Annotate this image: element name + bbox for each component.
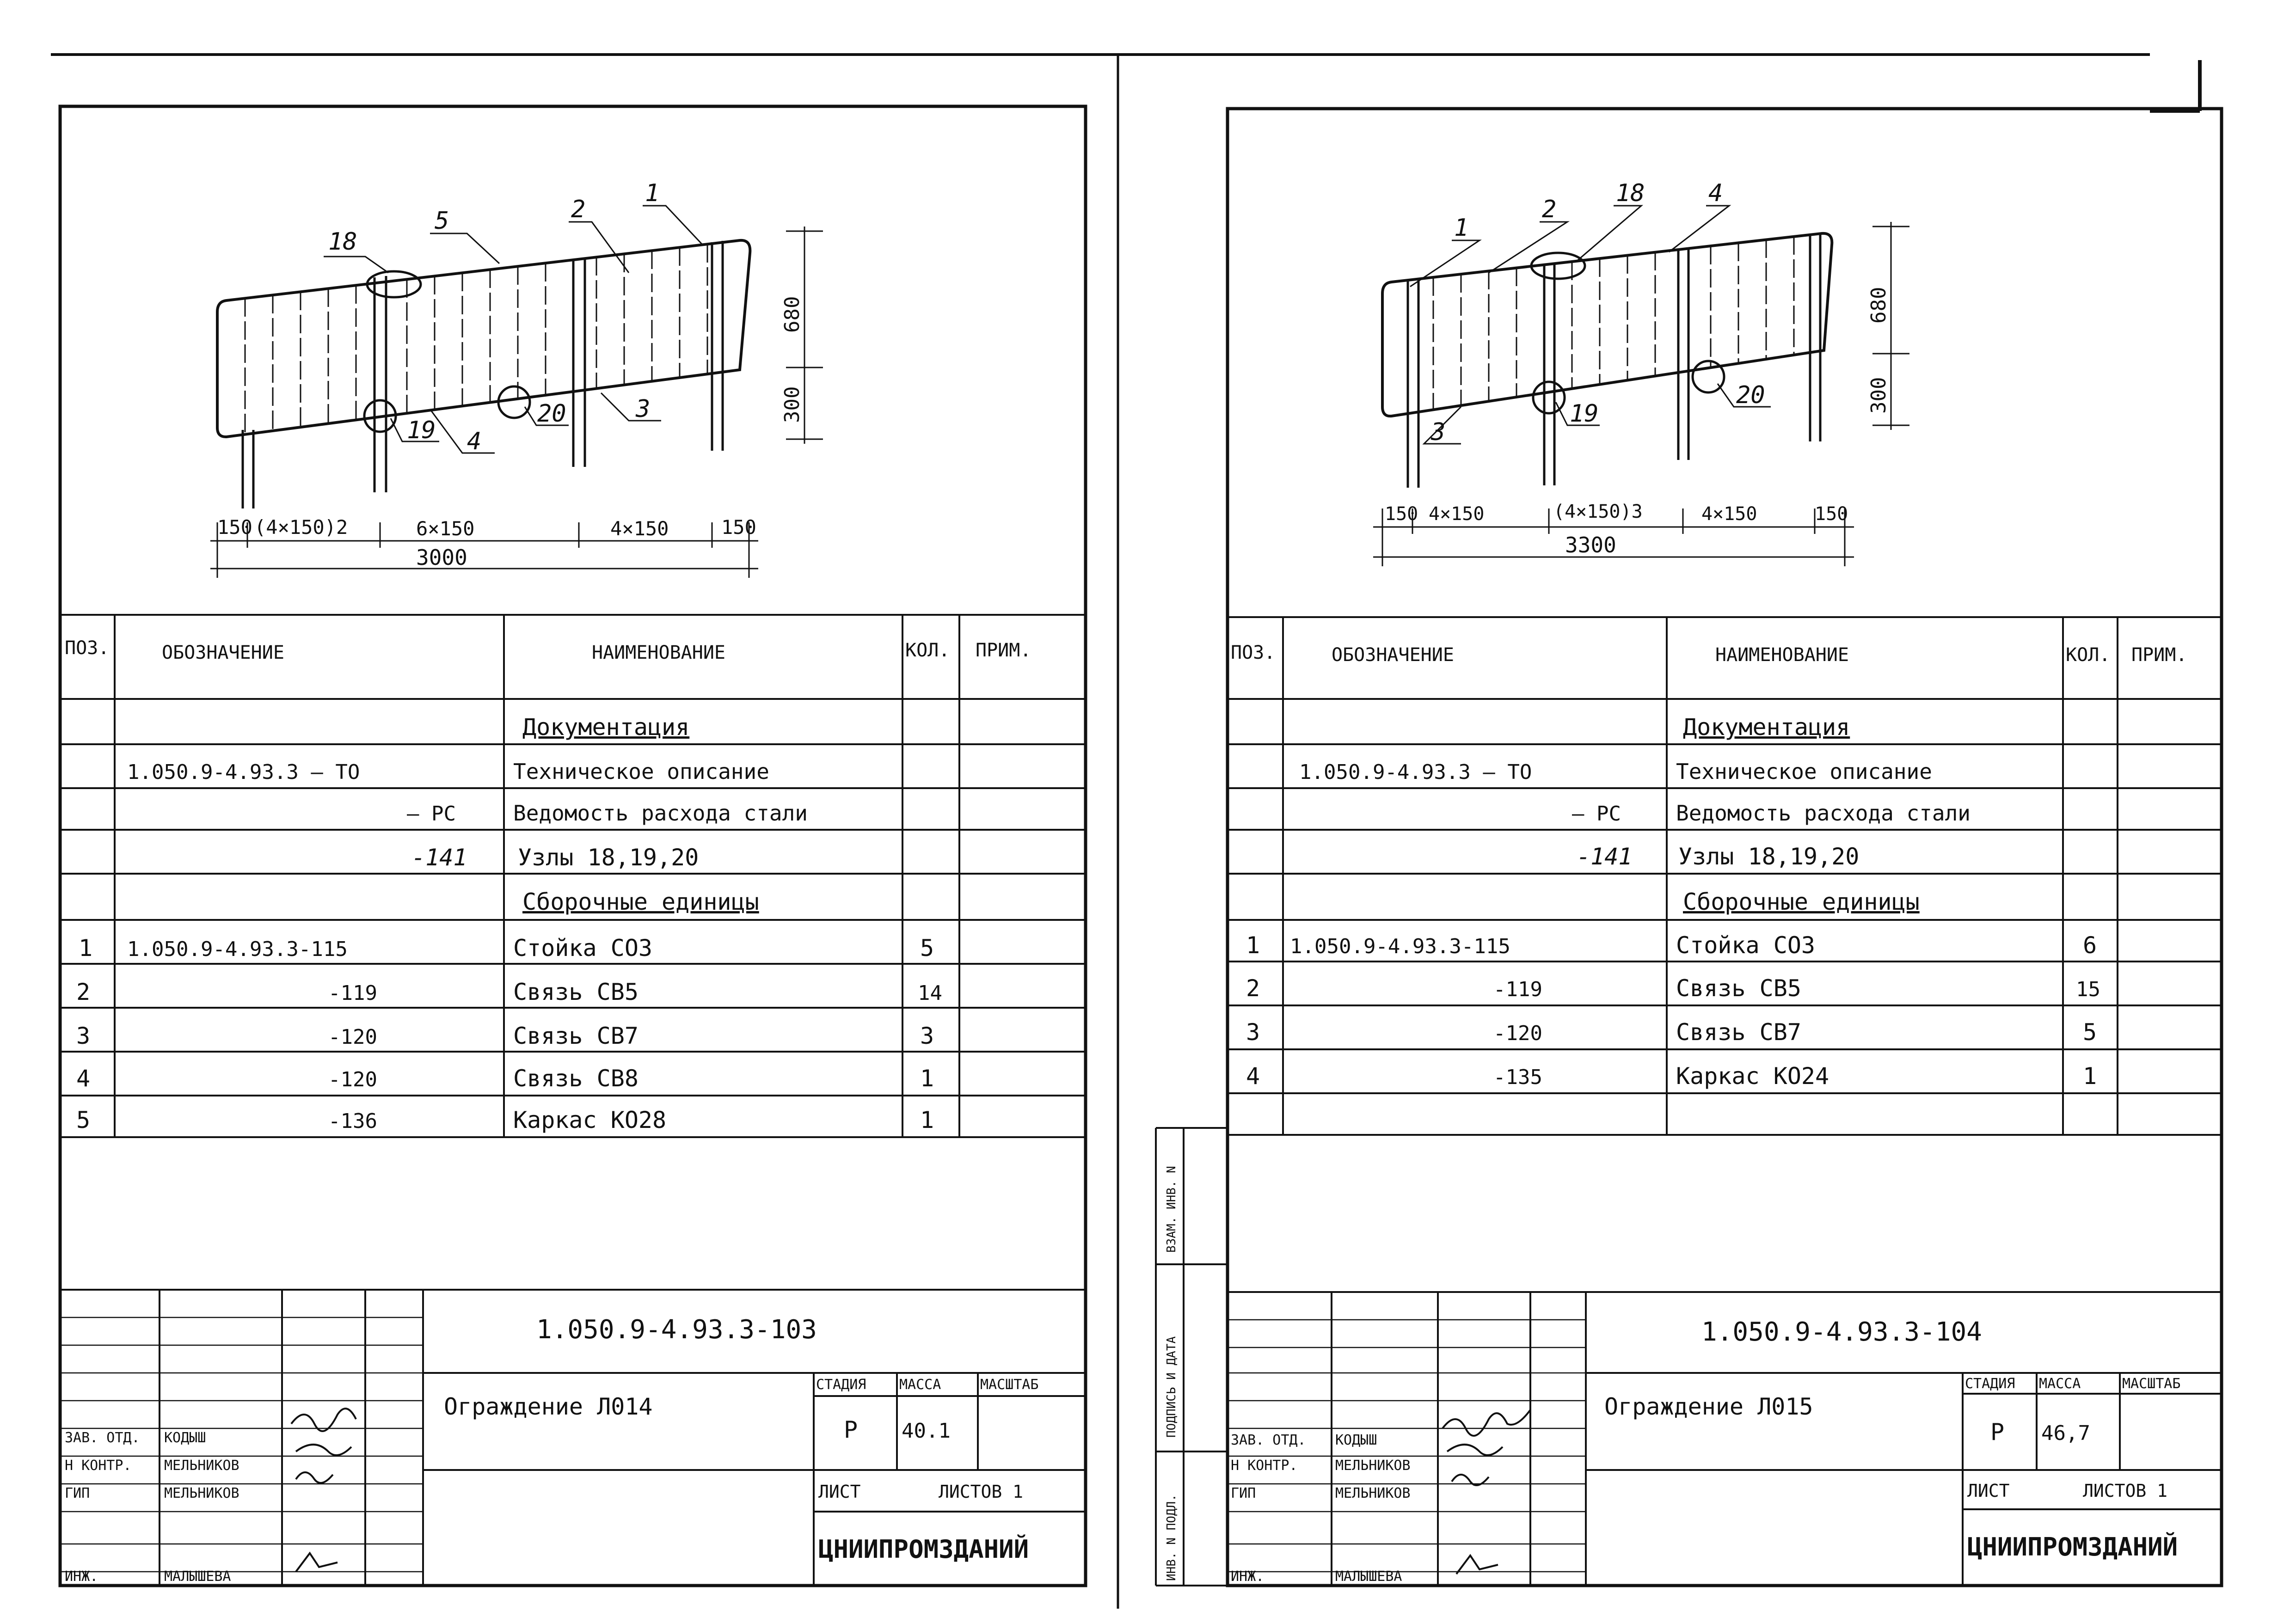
callout-18: 18 [328,228,357,256]
role-head: ЗАВ. ОТД. [65,1430,140,1446]
table-row-code: -136 [328,1109,377,1133]
scale-header: МАСШТАБ [2122,1376,2181,1392]
table-row-pos: 5 [76,1107,91,1133]
table-row-name: Ведомость расхода стали [1676,801,1971,826]
callout-18: 18 [1616,179,1645,207]
name-1: КОДЫШ [1335,1432,1377,1448]
stage-header: СТАДИЯ [1965,1376,2015,1392]
sheet-right [1156,109,2222,1586]
callout-4: 4 [467,428,482,455]
dim-seg-2: (4×150)3 [1553,501,1643,522]
name-1: КОДЫШ [164,1430,206,1446]
header-name: НАИМЕНОВАНИЕ [1715,644,1849,666]
callout-20: 20 [537,400,566,428]
dim-height-lower: 300 [780,386,804,423]
dim-seg-2: 6×150 [416,517,475,540]
name-3: МЕЛЬНИКОВ [164,1485,239,1501]
mass-header: МАССА [899,1377,941,1393]
dim-total: 3000 [416,545,467,570]
table-row-name: Стойка СО3 [513,935,653,962]
role-eng: ИНЖ. [65,1568,98,1585]
callout-2: 2 [1542,196,1557,223]
dim-first: 150 [1385,503,1418,525]
table-row-pos: 3 [1246,1019,1260,1046]
role-head: ЗАВ. ОТД. [1231,1432,1306,1448]
sheets-label: ЛИСТОВ 1 [939,1482,1024,1502]
callout-19: 19 [1570,400,1599,428]
role-norm: Н КОНТР. [65,1458,132,1474]
callout-1: 1 [645,179,660,207]
header-qty: КОЛ. [905,640,950,661]
table-row-name: Техническое описание [513,759,769,784]
stage-header: СТАДИЯ [816,1377,866,1393]
document-title: Ограждение Л015 [1604,1393,1813,1420]
role-eng: ИНЖ. [1231,1568,1265,1585]
dim-first: 150 [217,516,252,539]
sheet-label: ЛИСТ [818,1482,861,1502]
table-row-code: 1.050.9-4.93.3-115 [1290,935,1510,958]
callout-3: 3 [1431,418,1446,446]
table-row-qty: 6 [2083,932,2097,959]
stage-value: Р [1990,1419,2005,1445]
fence-panel-drawing [210,179,823,578]
callout-2: 2 [571,196,586,223]
signature-icon [1443,1410,1530,1574]
callout-3: 3 [636,395,651,423]
callout-19: 19 [407,416,436,444]
table-row-qty: 1 [2083,1063,2097,1090]
section-docs: Документация [1683,714,1850,741]
header-pos: ПОЗ. [65,637,110,659]
document-code: 1.050.9-4.93.3-104 [1701,1317,1982,1347]
document-code: 1.050.9-4.93.3-103 [536,1315,817,1345]
sheet-left [60,106,1086,1586]
title-block [1228,1292,2222,1586]
table-row-name: Узлы 18,19,20 [518,844,699,871]
dim-last: 150 [1815,503,1848,525]
mass-value: 40.1 [902,1419,951,1443]
title-block [60,1290,1086,1586]
dim-seg-1: 4×150 [1429,503,1485,525]
organization-name: ЦНИИПРОМЗДАНИЙ [818,1535,1029,1564]
scale-header: МАСШТАБ [980,1377,1039,1393]
table-row-code: -119 [328,981,377,1005]
table-row-pos: 2 [76,979,91,1005]
stamp-orig-inv: ИНВ. N ПОДЛ. [1165,1494,1179,1581]
table-row-code: -119 [1493,978,1542,1001]
signature-icon [291,1409,356,1572]
dim-seg-3: 4×150 [610,517,669,540]
table-row-qty: 14 [918,981,942,1005]
table-row-code: 1.050.9-4.93.3 – ТО [1299,760,1532,784]
mass-header: МАССА [2039,1376,2081,1392]
table-row-code: -120 [1493,1022,1542,1045]
sheets-label: ЛИСТОВ 1 [2083,1481,2168,1501]
table-row-name: Стойка СО3 [1676,932,1816,959]
table-row-code: -141 [1577,843,1633,870]
table-row-code: -120 [328,1068,377,1091]
table-row-name: Каркас КО24 [1676,1063,1829,1090]
section-assemblies: Сборочные единицы [1683,888,1920,915]
mass-value: 46,7 [2041,1421,2090,1445]
organization-name: ЦНИИПРОМЗДАНИЙ [1967,1532,2178,1562]
table-row-name: Связь СВ7 [1676,1019,1801,1046]
table-row-name: Каркас КО28 [513,1107,667,1133]
sheet-label: ЛИСТ [1967,1481,2010,1501]
table-row-code: – РС [1572,802,1621,826]
stage-value: Р [844,1416,858,1443]
table-row-pos: 1 [79,935,93,962]
fence-panel-drawing [1373,179,1909,566]
table-row-name: Связь СВ5 [1676,975,1801,1002]
header-pos: ПОЗ. [1231,642,1276,663]
header-code: ОБОЗНАЧЕНИЕ [162,642,284,663]
role-gip: ГИП [1231,1485,1256,1501]
table-row-name: Связь СВ7 [513,1023,638,1049]
table-row-code: – РС [407,802,456,826]
table-row-code: 1.050.9-4.93.3 – ТО [127,760,360,784]
role-norm: Н КОНТР. [1231,1458,1298,1474]
table-row-code: -141 [411,844,467,871]
table-row-name: Связь СВ5 [513,979,638,1005]
header-code: ОБОЗНАЧЕНИЕ [1332,644,1454,666]
table-row-qty: 5 [920,935,934,962]
dim-height-upper: 680 [1867,287,1891,324]
header-qty: КОЛ. [2066,644,2111,666]
dim-seg-1: (4×150)2 [254,516,348,539]
table-row-code: 1.050.9-4.93.3-115 [127,937,348,961]
spec-table [60,615,1086,1137]
section-docs: Документация [522,714,690,741]
table-row-name: Техническое описание [1676,759,1932,784]
table-row-pos: 4 [76,1065,91,1092]
stamp-signature-date: ПОДПИСЬ И ДАТА [1165,1336,1179,1438]
table-row-qty: 1 [920,1107,934,1133]
role-gip: ГИП [65,1485,90,1501]
header-note: ПРИМ. [2131,644,2187,666]
callout-5: 5 [435,207,449,235]
callout-20: 20 [1736,381,1765,409]
header-note: ПРИМ. [976,640,1031,661]
table-row-qty: 5 [2083,1019,2097,1046]
table-row-code: -135 [1493,1066,1542,1089]
stamp-replaced-inv: ВЗАМ. ИНВ. N [1165,1166,1179,1253]
table-row-pos: 1 [1246,932,1260,959]
side-stamp [1156,1128,1228,1586]
name-3: МЕЛЬНИКОВ [1335,1485,1411,1501]
dim-last: 150 [721,516,756,539]
callout-4: 4 [1708,179,1723,207]
callout-1: 1 [1454,214,1469,242]
table-row-code: -120 [328,1025,377,1049]
dim-height-lower: 300 [1867,377,1891,414]
name-2: МЕЛЬНИКОВ [164,1458,239,1474]
header-name: НАИМЕНОВАНИЕ [592,642,725,663]
name-4: МАЛЫШЕВА [1335,1568,1402,1585]
table-row-pos: 3 [76,1023,91,1049]
document-title: Ограждение Л014 [444,1393,653,1420]
table-row-pos: 2 [1246,975,1260,1002]
table-row-name: Ведомость расхода стали [513,801,808,826]
table-row-name: Связь СВ8 [513,1065,638,1092]
name-2: МЕЛЬНИКОВ [1335,1458,1411,1474]
table-row-qty: 1 [920,1065,934,1092]
spec-table [1228,617,2222,1135]
table-row-pos: 4 [1246,1063,1260,1090]
table-row-name: Узлы 18,19,20 [1678,843,1860,870]
dim-seg-3: 4×150 [1701,503,1757,525]
section-assemblies: Сборочные единицы [522,888,759,915]
dim-height-upper: 680 [780,296,804,333]
name-4: МАЛЫШЕВА [164,1568,231,1585]
dim-total: 3300 [1565,533,1616,557]
table-row-qty: 3 [920,1023,934,1049]
table-row-qty: 15 [2076,978,2100,1001]
